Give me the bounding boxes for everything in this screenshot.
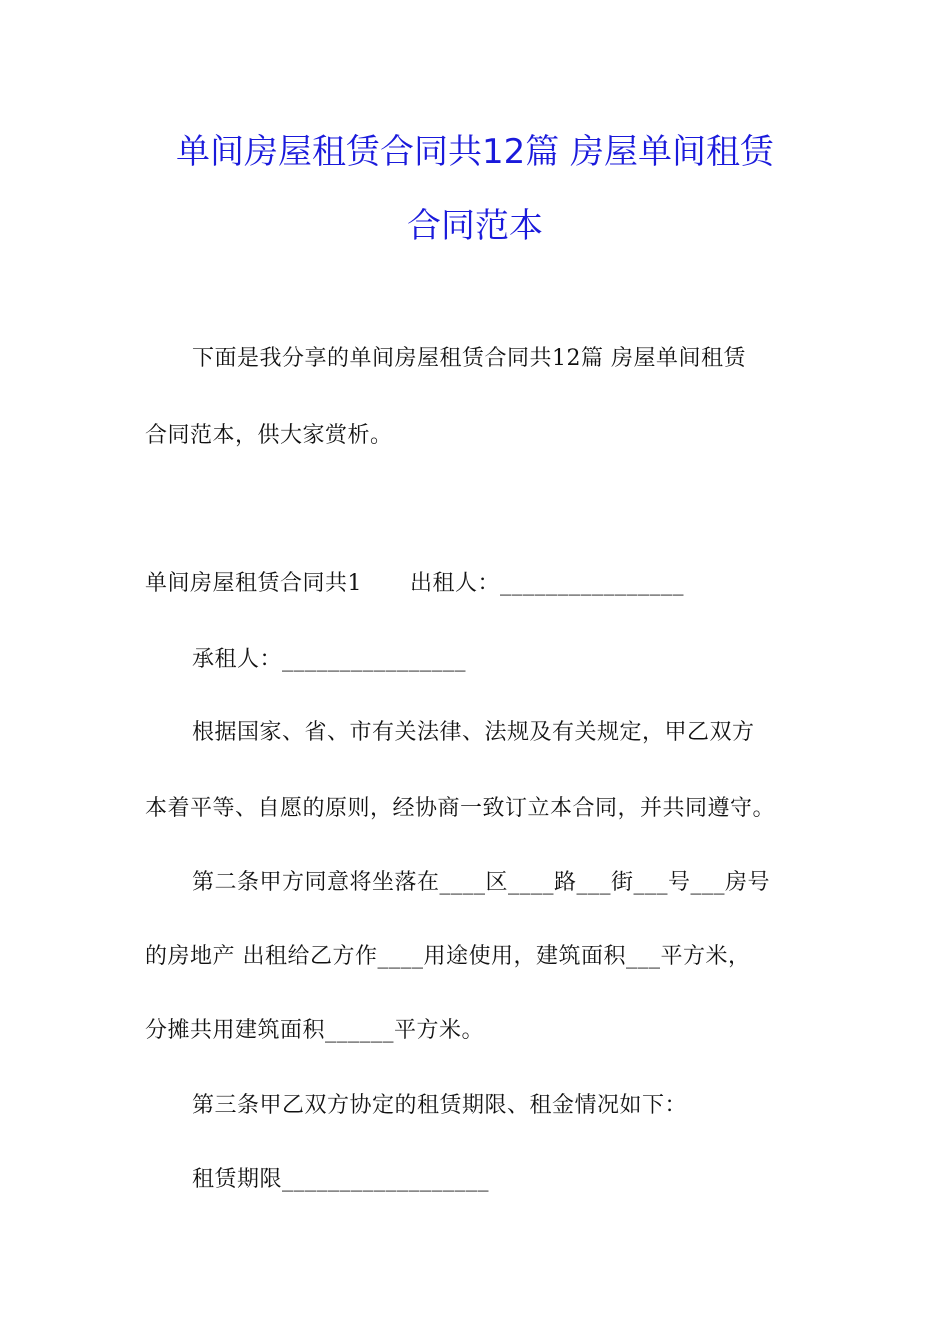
- article-2-line-2: 的房地产 出租给乙方作____用途使用，建筑面积___平方米，: [145, 944, 751, 969]
- article-3: 第三条甲乙双方协定的租赁期限、租金情况如下：: [192, 1093, 688, 1118]
- paragraph-1-line-1: 根据国家、省、市有关法律、法规及有关规定，甲乙双方: [192, 720, 755, 745]
- article-2-line-3: 分摊共用建筑面积______平方米。: [145, 1018, 485, 1043]
- contract-heading: 单间房屋租赁合同共1: [145, 571, 362, 596]
- intro-line-1: 下面是我分享的单间房屋租赁合同共12篇 房屋单间租赁: [192, 346, 746, 371]
- document-title-line-2: 合同范本: [407, 206, 543, 246]
- lease-term-field: 租赁期限__________________: [192, 1167, 490, 1192]
- article-2-line-1: 第二条甲方同意将坐落在____区____路___街___号___房号: [192, 870, 771, 895]
- paragraph-1-line-2: 本着平等、自愿的原则，经协商一致订立本合同，并共同遵守。: [145, 796, 776, 821]
- contract-heading-row: [145, 569, 684, 599]
- document-title-line-1: 单间房屋租赁合同共12篇 房屋单间租赁: [175, 132, 775, 172]
- lessor-field: 出租人：________________: [410, 571, 685, 596]
- intro-line-2: 合同范本，供大家赏析。: [145, 423, 393, 448]
- lessee-field: 承租人：________________: [192, 647, 467, 672]
